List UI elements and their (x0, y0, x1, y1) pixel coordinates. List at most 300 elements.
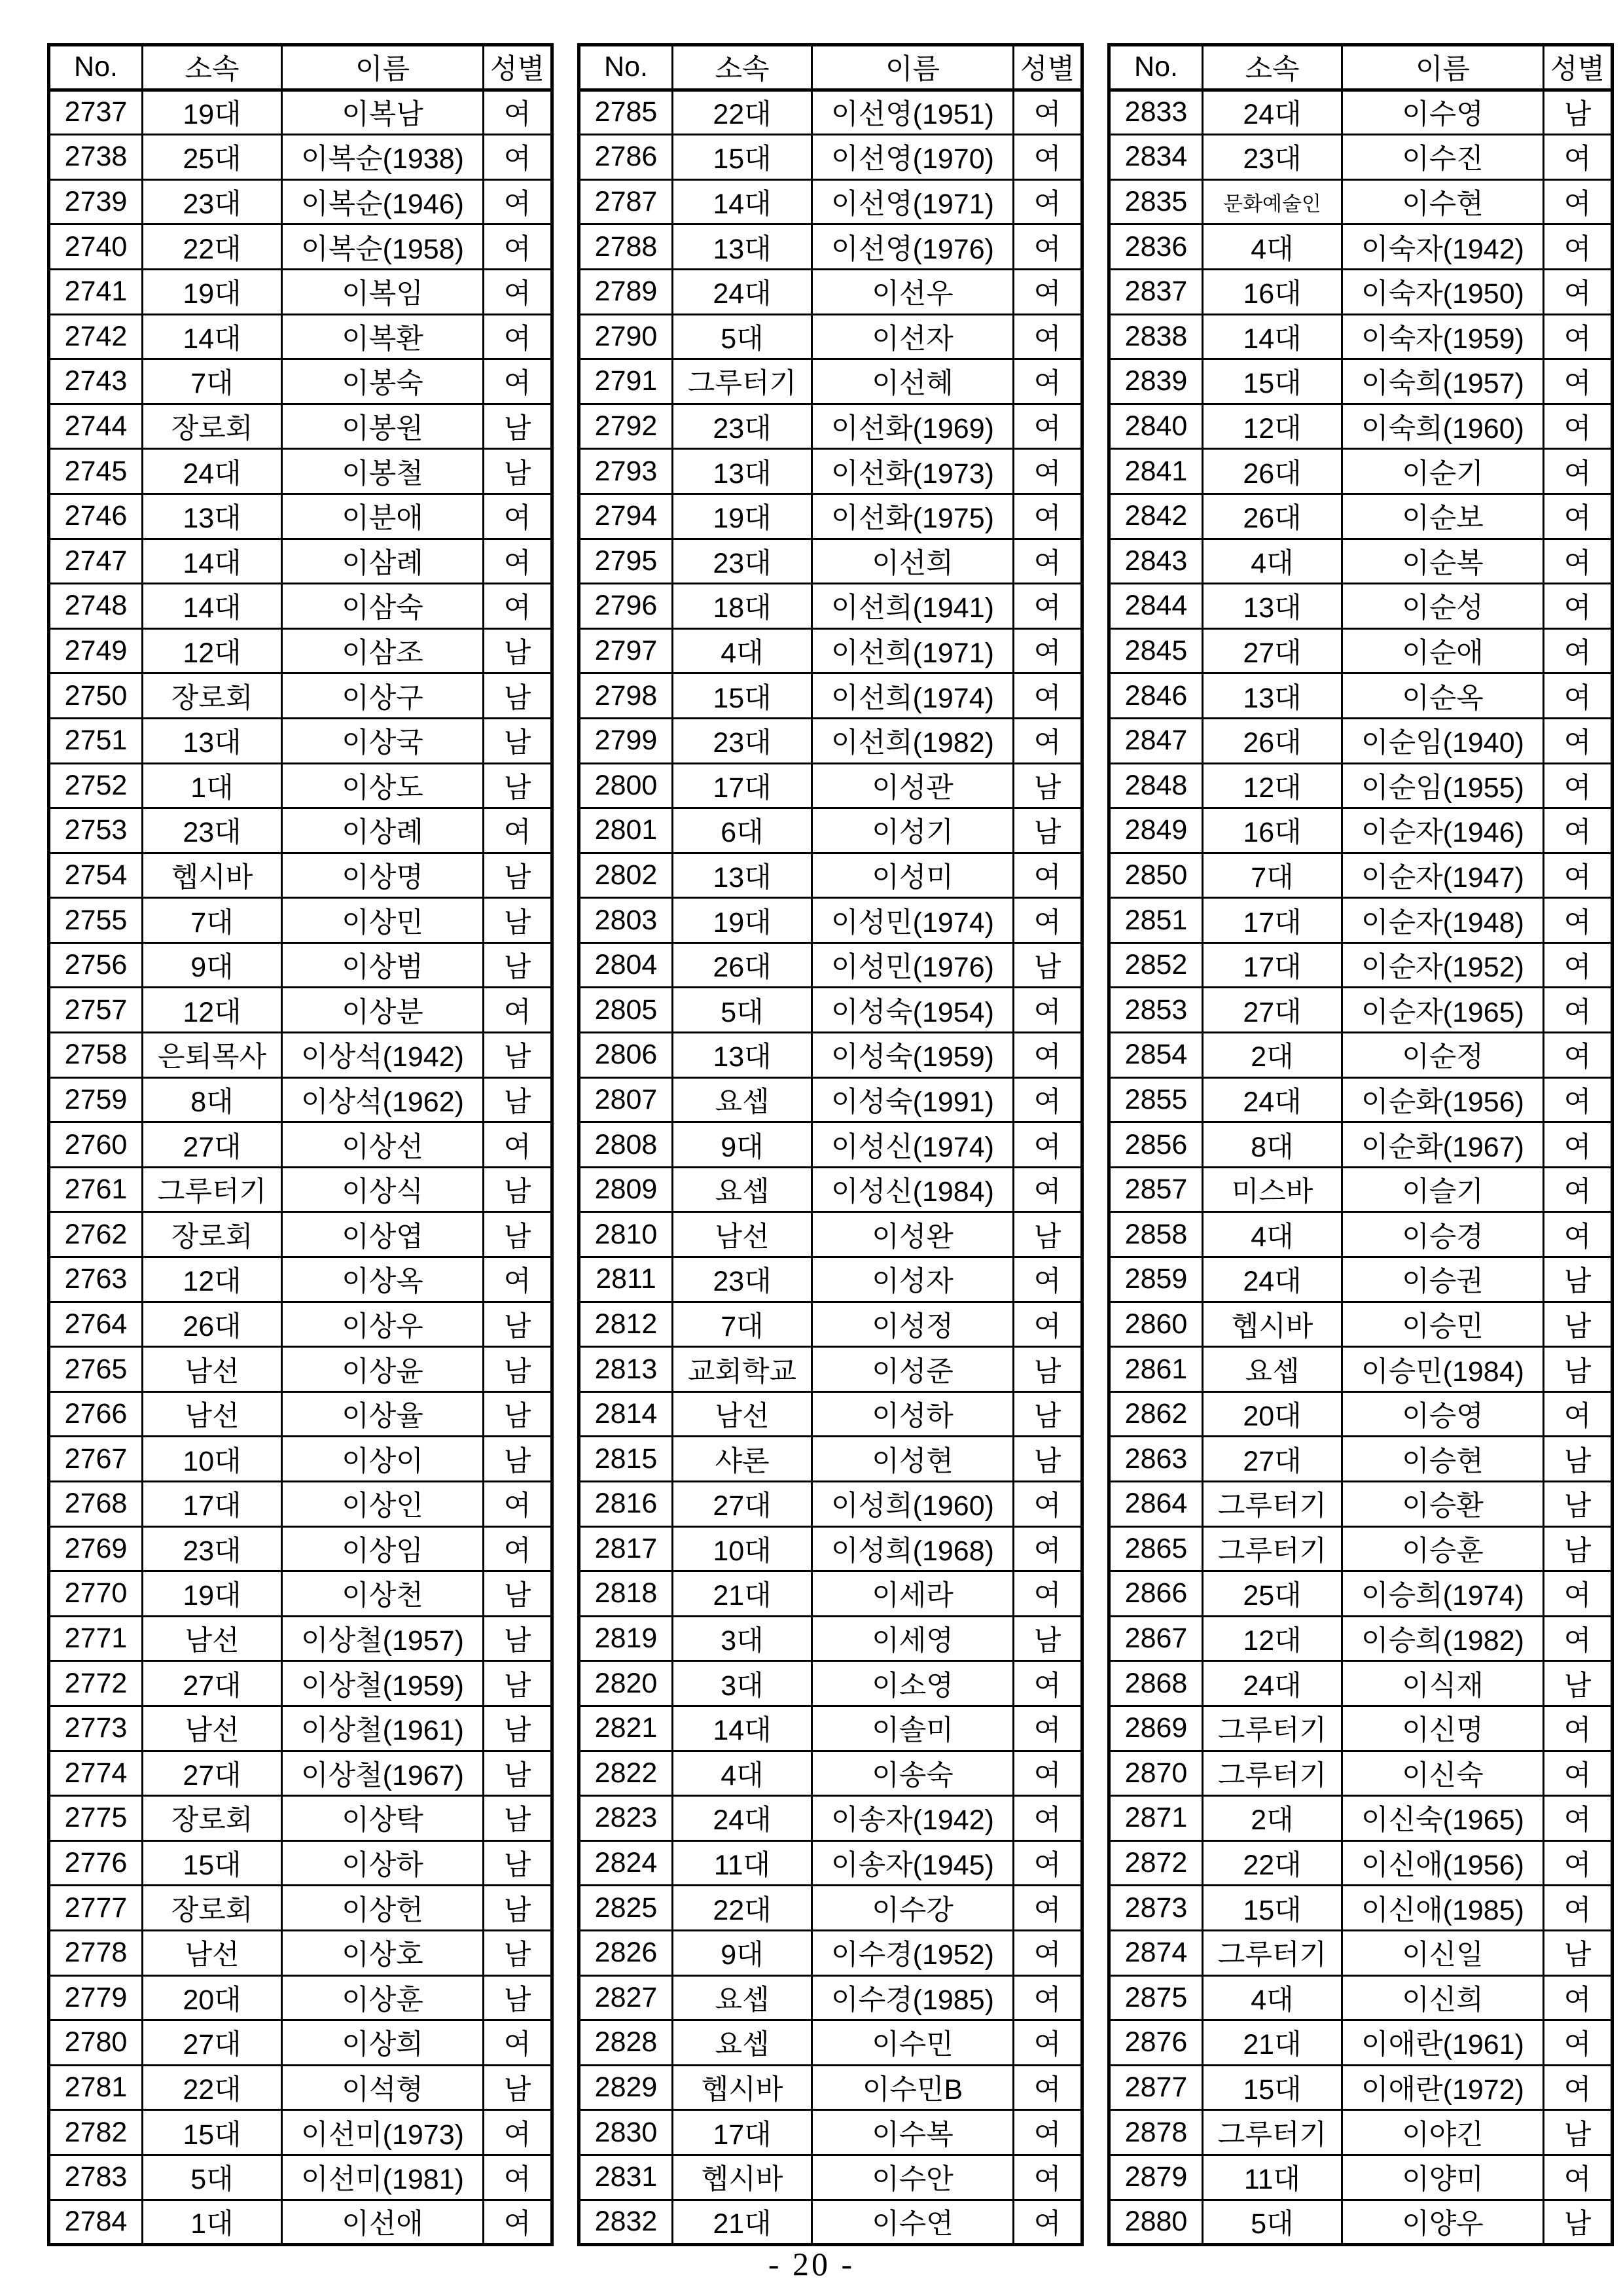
table-row (579, 90, 1082, 135)
table-row (49, 2020, 552, 2066)
affiliation-cell: 27대 (1203, 988, 1342, 1033)
name-cell: 이애란(1972) (1342, 2065, 1544, 2110)
table-row (1109, 628, 1613, 673)
table-row (49, 1077, 552, 1122)
no-cell: 2763 (49, 1257, 143, 1302)
gender-cell: 남 (484, 1167, 552, 1212)
no-cell: 2761 (49, 1167, 143, 1212)
affiliation-cell: 16대 (1203, 808, 1342, 853)
table-row (49, 2110, 552, 2155)
name-cell: 이숙자(1950) (1342, 269, 1544, 314)
name-cell: 이신애(1956) (1342, 1840, 1544, 1886)
affiliation-cell: 27대 (1203, 1437, 1342, 1482)
page-number: - 20 - (768, 2246, 855, 2282)
affiliation-cell: 17대 (1203, 942, 1342, 988)
name-cell: 이삼례 (282, 539, 484, 584)
affiliation-cell: 요셉 (673, 1975, 812, 2020)
gender-cell: 여 (1014, 1886, 1082, 1931)
gender-cell: 여 (1544, 808, 1613, 853)
no-cell: 2843 (1109, 539, 1203, 584)
gender-cell: 여 (484, 314, 552, 359)
affiliation-cell: 19대 (673, 898, 812, 943)
no-cell: 2796 (579, 584, 673, 629)
gender-cell: 여 (1544, 1975, 1613, 2020)
no-cell: 2879 (1109, 2155, 1203, 2200)
affiliation-cell: 남선 (143, 1930, 282, 1975)
gender-cell: 남 (484, 1302, 552, 1347)
table-row (579, 1257, 1082, 1302)
table-row (49, 404, 552, 449)
affiliation-cell: 15대 (673, 673, 812, 719)
table-row (49, 1571, 552, 1617)
gender-cell: 남 (1544, 2110, 1613, 2155)
affiliation-cell: 14대 (1203, 314, 1342, 359)
name-cell: 이순자(1948) (1342, 898, 1544, 943)
gender-cell: 여 (1014, 673, 1082, 719)
no-cell: 2815 (579, 1437, 673, 1482)
affiliation-cell: 26대 (673, 942, 812, 988)
name-cell: 이숙희(1957) (1342, 359, 1544, 404)
no-cell: 2798 (579, 673, 673, 719)
table-row (1109, 1167, 1613, 1212)
affiliation-cell: 17대 (673, 2110, 812, 2155)
no-cell: 2863 (1109, 1437, 1203, 1482)
table-row (579, 1975, 1082, 2020)
gender-cell: 여 (1544, 763, 1613, 808)
table-row (579, 539, 1082, 584)
name-cell: 이수연 (812, 2200, 1014, 2245)
no-cell: 2771 (49, 1616, 143, 1661)
table-row (1109, 2110, 1613, 2155)
name-cell: 이상엽 (282, 1212, 484, 1257)
affiliation-cell: 18대 (673, 584, 812, 629)
gender-cell: 남 (1544, 1257, 1613, 1302)
table-row (49, 2200, 552, 2245)
table-row (579, 2020, 1082, 2066)
name-cell: 이승경 (1342, 1212, 1544, 1257)
gender-cell: 남 (484, 1212, 552, 1257)
table-row (49, 942, 552, 988)
table-row (579, 1751, 1082, 1796)
name-cell: 이성관 (812, 763, 1014, 808)
gender-cell: 여 (1544, 1167, 1613, 1212)
no-cell: 2849 (1109, 808, 1203, 853)
gender-cell: 여 (1544, 314, 1613, 359)
header-name: 이름 (812, 45, 1014, 90)
name-cell: 이선화(1973) (812, 449, 1014, 494)
name-cell: 이순자(1946) (1342, 808, 1544, 853)
name-cell: 이선미(1973) (282, 2110, 484, 2155)
name-cell: 이승희(1974) (1342, 1571, 1544, 1617)
no-cell: 2838 (1109, 314, 1203, 359)
affiliation-cell: 13대 (143, 493, 282, 539)
table-row (579, 2155, 1082, 2200)
table-row (579, 1437, 1082, 1482)
name-cell: 이봉원 (282, 404, 484, 449)
affiliation-cell: 12대 (1203, 763, 1342, 808)
no-cell: 2756 (49, 942, 143, 988)
table-row (579, 628, 1082, 673)
no-cell: 2827 (579, 1975, 673, 2020)
name-cell: 이상희 (282, 2020, 484, 2066)
gender-cell: 남 (1544, 2200, 1613, 2245)
affiliation-cell: 요셉 (1203, 1347, 1342, 1392)
gender-cell: 여 (1014, 1975, 1082, 2020)
gender-cell: 여 (484, 2200, 552, 2245)
gender-cell: 여 (1014, 2065, 1082, 2110)
table-row (1109, 584, 1613, 629)
affiliation-cell: 헵시바 (143, 853, 282, 898)
no-cell: 2781 (49, 2065, 143, 2110)
gender-cell: 여 (484, 2110, 552, 2155)
affiliation-cell: 9대 (673, 1122, 812, 1168)
member-table-3 (1107, 43, 1614, 2246)
table-row (49, 2065, 552, 2110)
member-list-tables (47, 43, 1614, 2246)
table-row (49, 628, 552, 673)
table-row (579, 314, 1082, 359)
name-cell: 이상하 (282, 1840, 484, 1886)
name-cell: 이수경(1985) (812, 1975, 1014, 2020)
table-row (1109, 224, 1613, 270)
no-cell: 2785 (579, 90, 673, 135)
no-cell: 2828 (579, 2020, 673, 2066)
no-cell: 2813 (579, 1347, 673, 1392)
no-cell: 2762 (49, 1212, 143, 1257)
gender-cell: 여 (484, 269, 552, 314)
affiliation-cell: 남선 (143, 1347, 282, 1392)
affiliation-cell: 7대 (1203, 853, 1342, 898)
gender-cell: 여 (1544, 2065, 1613, 2110)
header-no: No. (49, 45, 143, 90)
gender-cell: 여 (1014, 1257, 1082, 1302)
table-row (49, 1212, 552, 1257)
name-cell: 이상철(1959) (282, 1661, 484, 1706)
affiliation-cell: 19대 (143, 90, 282, 135)
table-row (49, 1661, 552, 1706)
name-cell: 이성신(1974) (812, 1122, 1014, 1168)
name-cell: 이선혜 (812, 359, 1014, 404)
gender-cell: 여 (1014, 135, 1082, 180)
name-cell: 이성신(1984) (812, 1167, 1014, 1212)
table-row (1109, 1077, 1613, 1122)
table-row (579, 673, 1082, 719)
no-cell: 2745 (49, 449, 143, 494)
affiliation-cell: 26대 (1203, 718, 1342, 763)
affiliation-cell: 24대 (1203, 90, 1342, 135)
gender-cell: 여 (484, 988, 552, 1033)
affiliation-cell: 24대 (1203, 1661, 1342, 1706)
affiliation-cell: 22대 (1203, 1840, 1342, 1886)
table-row (49, 224, 552, 270)
name-cell: 이상인 (282, 1482, 484, 1527)
table-row (49, 584, 552, 629)
no-cell: 2833 (1109, 90, 1203, 135)
no-cell: 2774 (49, 1751, 143, 1796)
affiliation-cell: 그루터기 (1203, 1482, 1342, 1527)
gender-cell: 남 (484, 1661, 552, 1706)
affiliation-cell: 그루터기 (143, 1167, 282, 1212)
affiliation-cell: 23대 (143, 808, 282, 853)
name-cell: 이선화(1975) (812, 493, 1014, 539)
affiliation-cell: 4대 (673, 1751, 812, 1796)
name-cell: 이양우 (1342, 2200, 1544, 2245)
name-cell: 이신애(1985) (1342, 1886, 1544, 1931)
name-cell: 이복환 (282, 314, 484, 359)
table-row (1109, 449, 1613, 494)
name-cell: 이수강 (812, 1886, 1014, 1931)
gender-cell: 남 (484, 853, 552, 898)
no-cell: 2746 (49, 493, 143, 539)
table-row (49, 1526, 552, 1571)
table-row (49, 1796, 552, 1841)
name-cell: 이성숙(1991) (812, 1077, 1014, 1122)
name-cell: 이복임 (282, 269, 484, 314)
affiliation-cell: 24대 (143, 449, 282, 494)
no-cell: 2757 (49, 988, 143, 1033)
affiliation-cell: 12대 (1203, 1616, 1342, 1661)
name-cell: 이선영(1971) (812, 179, 1014, 224)
affiliation-cell: 27대 (143, 1661, 282, 1706)
table-row (1109, 1526, 1613, 1571)
no-cell: 2778 (49, 1930, 143, 1975)
no-cell: 2826 (579, 1930, 673, 1975)
name-cell: 이승환 (1342, 1482, 1544, 1527)
affiliation-cell: 장로회 (143, 1212, 282, 1257)
table-row (579, 2110, 1082, 2155)
table-row (1109, 1930, 1613, 1975)
affiliation-cell: 그루터기 (1203, 1526, 1342, 1571)
no-cell: 2825 (579, 1886, 673, 1931)
name-cell: 이성현 (812, 1437, 1014, 1482)
affiliation-cell: 12대 (1203, 404, 1342, 449)
no-cell: 2740 (49, 224, 143, 270)
table-row (579, 1526, 1082, 1571)
no-cell: 2877 (1109, 2065, 1203, 2110)
table-row (1109, 763, 1613, 808)
gender-cell: 남 (484, 673, 552, 719)
no-cell: 2824 (579, 1840, 673, 1886)
no-cell: 2819 (579, 1616, 673, 1661)
gender-cell: 남 (484, 898, 552, 943)
name-cell: 이상식 (282, 1167, 484, 1212)
table-row (1109, 1661, 1613, 1706)
gender-cell: 여 (1014, 1482, 1082, 1527)
name-cell: 이순정 (1342, 1033, 1544, 1078)
affiliation-cell: 교회학교 (673, 1347, 812, 1392)
no-cell: 2880 (1109, 2200, 1203, 2245)
gender-cell: 여 (1544, 2155, 1613, 2200)
no-cell: 2751 (49, 718, 143, 763)
table-row (579, 988, 1082, 1033)
gender-cell: 여 (1014, 449, 1082, 494)
no-cell: 2817 (579, 1526, 673, 1571)
affiliation-cell: 14대 (673, 179, 812, 224)
no-cell: 2739 (49, 179, 143, 224)
name-cell: 이상윤 (282, 1347, 484, 1392)
table-row (1109, 673, 1613, 719)
no-cell: 2749 (49, 628, 143, 673)
name-cell: 이순화(1956) (1342, 1077, 1544, 1122)
no-cell: 2788 (579, 224, 673, 270)
affiliation-cell: 요셉 (673, 1077, 812, 1122)
table-row (579, 1302, 1082, 1347)
name-cell: 이상범 (282, 942, 484, 988)
gender-cell: 남 (1014, 1437, 1082, 1482)
no-cell: 2844 (1109, 584, 1203, 629)
no-cell: 2773 (49, 1706, 143, 1751)
no-cell: 2807 (579, 1077, 673, 1122)
name-cell: 이선영(1970) (812, 135, 1014, 180)
gender-cell: 남 (484, 942, 552, 988)
name-cell: 이상훈 (282, 1975, 484, 2020)
name-cell: 이상탁 (282, 1796, 484, 1841)
affiliation-cell: 26대 (143, 1302, 282, 1347)
affiliation-cell: 4대 (673, 628, 812, 673)
gender-cell: 남 (484, 1571, 552, 1617)
affiliation-cell: 은퇴목사 (143, 1033, 282, 1078)
affiliation-cell: 그루터기 (1203, 1751, 1342, 1796)
name-cell: 이순자(1947) (1342, 853, 1544, 898)
affiliation-cell: 24대 (1203, 1077, 1342, 1122)
affiliation-cell: 헵시바 (673, 2065, 812, 2110)
table-row (1109, 269, 1613, 314)
no-cell: 2791 (579, 359, 673, 404)
affiliation-cell: 21대 (673, 1571, 812, 1617)
affiliation-cell: 남선 (673, 1212, 812, 1257)
no-cell: 2805 (579, 988, 673, 1033)
no-cell: 2853 (1109, 988, 1203, 1033)
no-cell: 2767 (49, 1437, 143, 1482)
table-row (1109, 808, 1613, 853)
affiliation-cell: 그루터기 (1203, 1930, 1342, 1975)
affiliation-cell: 13대 (673, 853, 812, 898)
gender-cell: 남 (1544, 1347, 1613, 1392)
no-cell: 2850 (1109, 853, 1203, 898)
no-cell: 2834 (1109, 135, 1203, 180)
gender-cell: 여 (1014, 2155, 1082, 2200)
no-cell: 2748 (49, 584, 143, 629)
table-row (49, 179, 552, 224)
gender-cell: 남 (484, 1840, 552, 1886)
name-cell: 이순임(1955) (1342, 763, 1544, 808)
gender-cell: 남 (484, 1706, 552, 1751)
name-cell: 이복남 (282, 90, 484, 135)
name-cell: 이순복 (1342, 539, 1544, 584)
gender-cell: 여 (1544, 853, 1613, 898)
table-row (579, 359, 1082, 404)
gender-cell: 여 (1544, 1212, 1613, 1257)
name-cell: 이성기 (812, 808, 1014, 853)
gender-cell: 남 (484, 1975, 552, 2020)
no-cell: 2839 (1109, 359, 1203, 404)
name-cell: 이수민B (812, 2065, 1014, 2110)
name-cell: 이선희(1982) (812, 718, 1014, 763)
name-cell: 이선희(1971) (812, 628, 1014, 673)
gender-cell: 여 (1544, 539, 1613, 584)
no-cell: 2823 (579, 1796, 673, 1841)
affiliation-cell: 10대 (143, 1437, 282, 1482)
name-cell: 이소영 (812, 1661, 1014, 1706)
name-cell: 이야긴 (1342, 2110, 1544, 2155)
gender-cell: 남 (1544, 1526, 1613, 1571)
no-cell: 2802 (579, 853, 673, 898)
no-cell: 2812 (579, 1302, 673, 1347)
table-row (49, 1482, 552, 1527)
table-row (1109, 1796, 1613, 1841)
name-cell: 이삼숙 (282, 584, 484, 629)
gender-cell: 여 (484, 1482, 552, 1527)
name-cell: 이승희(1982) (1342, 1616, 1544, 1661)
table-row (49, 1975, 552, 2020)
affiliation-cell: 13대 (1203, 584, 1342, 629)
no-cell: 2852 (1109, 942, 1203, 988)
table-row (579, 1391, 1082, 1437)
no-cell: 2737 (49, 90, 143, 135)
no-cell: 2752 (49, 763, 143, 808)
gender-cell: 여 (1014, 1302, 1082, 1347)
name-cell: 이상분 (282, 988, 484, 1033)
name-cell: 이상호 (282, 1930, 484, 1975)
gender-cell: 여 (1014, 269, 1082, 314)
no-cell: 2801 (579, 808, 673, 853)
affiliation-cell: 2대 (1203, 1796, 1342, 1841)
table-row (1109, 1840, 1613, 1886)
no-cell: 2854 (1109, 1033, 1203, 1078)
gender-cell: 여 (1014, 179, 1082, 224)
no-cell: 2837 (1109, 269, 1203, 314)
name-cell: 이선미(1981) (282, 2155, 484, 2200)
affiliation-cell: 15대 (673, 135, 812, 180)
gender-cell: 여 (1544, 1122, 1613, 1168)
no-cell: 2869 (1109, 1706, 1203, 1751)
table-row (579, 718, 1082, 763)
table-row (579, 135, 1082, 180)
no-cell: 2758 (49, 1033, 143, 1078)
name-cell: 이승영 (1342, 1391, 1544, 1437)
name-cell: 이순자(1952) (1342, 942, 1544, 988)
gender-cell: 남 (1014, 808, 1082, 853)
no-cell: 2858 (1109, 1212, 1203, 1257)
table-body (49, 90, 552, 2245)
no-cell: 2747 (49, 539, 143, 584)
table-row (579, 808, 1082, 853)
table-row (579, 584, 1082, 629)
table-row (579, 1482, 1082, 1527)
no-cell: 2841 (1109, 449, 1203, 494)
no-cell: 2809 (579, 1167, 673, 1212)
table-row (49, 314, 552, 359)
gender-cell: 남 (1014, 1391, 1082, 1437)
name-cell: 이양미 (1342, 2155, 1544, 2200)
name-cell: 이상옥 (282, 1257, 484, 1302)
header-row (579, 45, 1082, 90)
affiliation-cell: 4대 (1203, 1212, 1342, 1257)
name-cell: 이승훈 (1342, 1526, 1544, 1571)
no-cell: 2811 (579, 1257, 673, 1302)
name-cell: 이성자 (812, 1257, 1014, 1302)
table-row (579, 404, 1082, 449)
table-row (49, 1840, 552, 1886)
no-cell: 2821 (579, 1706, 673, 1751)
gender-cell: 여 (1544, 1840, 1613, 1886)
gender-cell: 남 (1544, 90, 1613, 135)
gender-cell: 남 (484, 1077, 552, 1122)
table-row (579, 1212, 1082, 1257)
no-cell: 2808 (579, 1122, 673, 1168)
name-cell: 이선우 (812, 269, 1014, 314)
table-row (1109, 718, 1613, 763)
